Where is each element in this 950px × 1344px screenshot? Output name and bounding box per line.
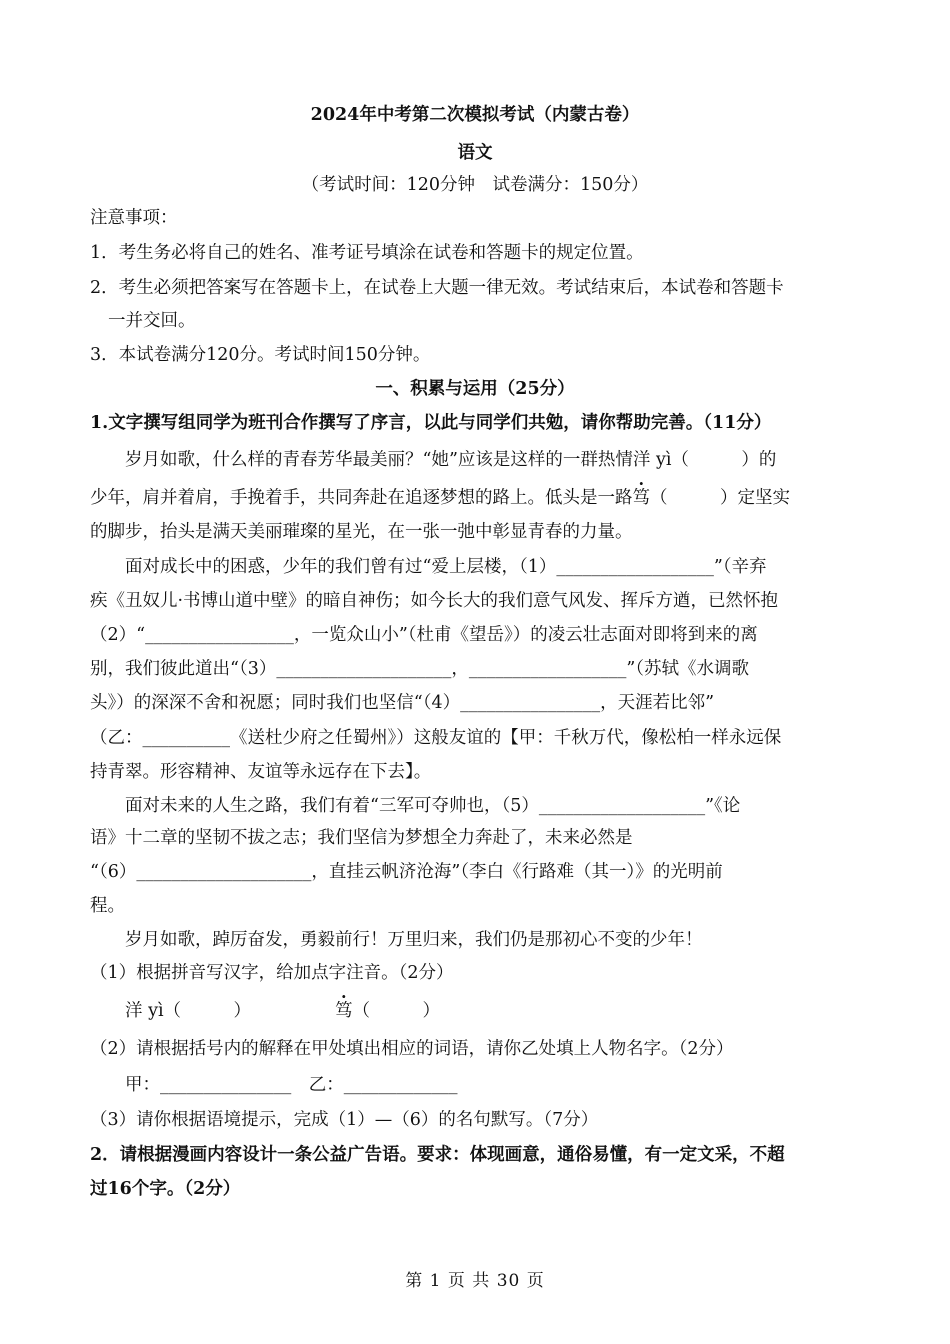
- paragraph-3-line-1: 面对未来的人生之路，我们有着“三军可夺帅也，（5）___________________”《论: [125, 796, 741, 816]
- note-item-1: 1．考生务必将自己的姓名、准考证号填涂在试卷和答题卡的规定位置。: [90, 243, 644, 263]
- dotted-char: 笃: [335, 1001, 353, 1021]
- text-segment: 少年，肩并着肩，手挽着手，共同奔赴在追逐梦想的路上。低头是一路: [90, 488, 633, 508]
- paragraph-1-line-3: 的脚步，抬头是满天美丽璀璨的星光，在一张一弛中彰显青春的力量。: [90, 522, 633, 542]
- paragraph-2-line-2: 疾《丑奴儿·书博山道中壁》的暗自神伤；如今长大的我们意气风发、挥斥方遒，已然怀抱: [90, 591, 779, 611]
- paragraph-2-line-3: （2）“_________________，一览众山小”（杜甫《望岳》）的凌云壮志面对即将到来的离: [90, 625, 758, 645]
- paragraph-3-line-2: 语》十二章的坚韧不拔之志；我们坚信为梦想全力奔赴了，未来必然是: [90, 828, 633, 848]
- paragraph-2-line-1: 面对成长中的困惑，少年的我们曾有过“爱上层楼，（1）__________________”（辛弃: [125, 557, 767, 577]
- paragraph-2-line-4: 别，我们彼此道出“（3）____________________，__________________”（苏轼《水调歌: [90, 659, 750, 679]
- subquestion-1-answer-b: [335, 999, 860, 1023]
- question-2-line-2: 过16个字。（2分）: [90, 1179, 241, 1199]
- question-2-line-1: 2．请根据漫画内容设计一条公益广告语。要求：体现画意，通俗易懂，有一定文采，不超: [90, 1145, 785, 1165]
- paragraph-3-line-4: 程。: [90, 896, 125, 916]
- dotted-char: 笃: [632, 488, 650, 508]
- paragraph-2-line-6: （乙：__________《送杜少府之任蜀州》）这般友谊的【甲：千秋万代，像松柏一样永远保: [90, 728, 782, 748]
- paragraph-2-line-7: 持青翠。形容精神、友谊等永远存在下去】。: [90, 762, 432, 782]
- paragraph-3-line-3: “（6）____________________，直挂云帆济沧海”（李白《行路难（其一）》的光明前: [90, 862, 723, 882]
- subquestion-3: （3）请你根据语境提示，完成（1）—（6）的名句默写。（7分）: [90, 1110, 599, 1130]
- subquestion-2-blanks: 甲：_______________ 乙：_____________: [125, 1075, 458, 1095]
- exam-title: 2024年中考第二次模拟考试（内蒙古卷）: [310, 105, 640, 125]
- subquestion-1-answer-a: 洋 yì（ ）: [125, 1001, 252, 1021]
- paragraph-1-line-2: [90, 486, 860, 510]
- paragraph-4: 岁月如歌，踔厉奋发，勇毅前行！万里归来，我们仍是那初心不变的少年！: [125, 930, 703, 950]
- paragraph-1-line-1: 岁月如歌，什么样的青春芳华最美丽？“她”应该是这样的一群热情洋 yì（ ）的: [125, 450, 777, 470]
- subquestion-2: （2）请根据括号内的解释在甲处填出相应的词语，请你乙处填上人物名字。（2分）: [90, 1039, 734, 1059]
- notes-heading: 注意事项：: [90, 208, 178, 228]
- exam-info: （考试时间：120分钟 试卷满分：150分）: [301, 175, 649, 195]
- note-item-2-cont: 一并交回。: [108, 311, 196, 331]
- note-item-3: 3．本试卷满分120分。考试时间150分钟。: [90, 345, 431, 365]
- paragraph-2-line-5: 头》）的深深不舍和祝愿；同时我们也坚信“（4）________________，天涯若比邻”: [90, 693, 715, 713]
- note-item-2: 2．考生必须把答案写在答题卡上，在试卷上大题一律无效。考试结束后，本试卷和答题卡: [90, 278, 784, 298]
- page-number: 第 1 页 共 30 页: [405, 1271, 545, 1291]
- section-heading: 一、积累与运用（25分）: [375, 379, 575, 399]
- question-1-title: 1.文字撰写组同学为班刊合作撰写了序言，以此与同学们共勉，请你帮助完善。（11分）: [90, 413, 772, 433]
- subject-title: 语文: [457, 143, 493, 163]
- text-segment: （ ）定坚实: [650, 488, 790, 508]
- text-segment: （ ）: [352, 1001, 440, 1021]
- subquestion-1: （1）根据拼音写汉字，给加点字注音。（2分）: [90, 963, 454, 983]
